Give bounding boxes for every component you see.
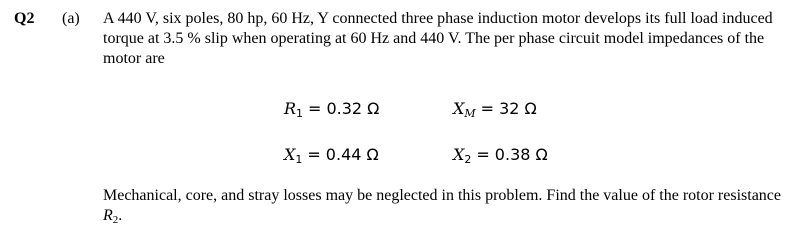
impedance-xm bbox=[453, 99, 537, 119]
problem-intro-paragraph: A 440 V, six poles, 80 hp, 60 Hz, Y connected three phase induction motor develops its full load induced torque at 3.5 % slip when operating at 60 Hz and 440 V. The per phase circuit model impedances of the motor are bbox=[103, 10, 773, 67]
closing-period: . bbox=[118, 207, 123, 224]
impedance-symbol: R bbox=[284, 99, 297, 118]
impedance-value: 32 Ω bbox=[499, 99, 537, 118]
equals-sign: = bbox=[308, 99, 322, 118]
rotor-resistance-symbol: $R_2$ bbox=[103, 207, 119, 226]
closing-text: Mechanical, core, and stray losses may be neglected in this problem. Find the value of the rotor resistance bbox=[103, 187, 782, 204]
impedance-x1 bbox=[284, 145, 379, 165]
question-number: Q2 bbox=[14, 10, 35, 27]
impedance-symbol: X bbox=[453, 99, 465, 118]
impedance-subscript: 2 bbox=[464, 153, 472, 166]
question-part-label: (a) bbox=[62, 10, 80, 27]
impedance-symbol: X bbox=[453, 145, 465, 164]
impedance-symbol: X bbox=[284, 145, 296, 164]
problem-closing-paragraph bbox=[103, 186, 783, 226]
equals-sign: = bbox=[307, 145, 321, 164]
equals-sign: = bbox=[476, 145, 490, 164]
equals-sign: = bbox=[480, 99, 495, 118]
impedance-value: 0.44 Ω bbox=[325, 145, 379, 164]
impedance-subscript: M bbox=[464, 107, 476, 120]
impedance-value: 0.32 Ω bbox=[326, 99, 380, 118]
impedance-subscript: 1 bbox=[295, 153, 303, 166]
impedance-subscript: 1 bbox=[296, 107, 304, 120]
impedance-value: 0.38 Ω bbox=[494, 145, 548, 164]
impedance-r1 bbox=[284, 99, 379, 119]
impedance-x2 bbox=[453, 145, 548, 165]
